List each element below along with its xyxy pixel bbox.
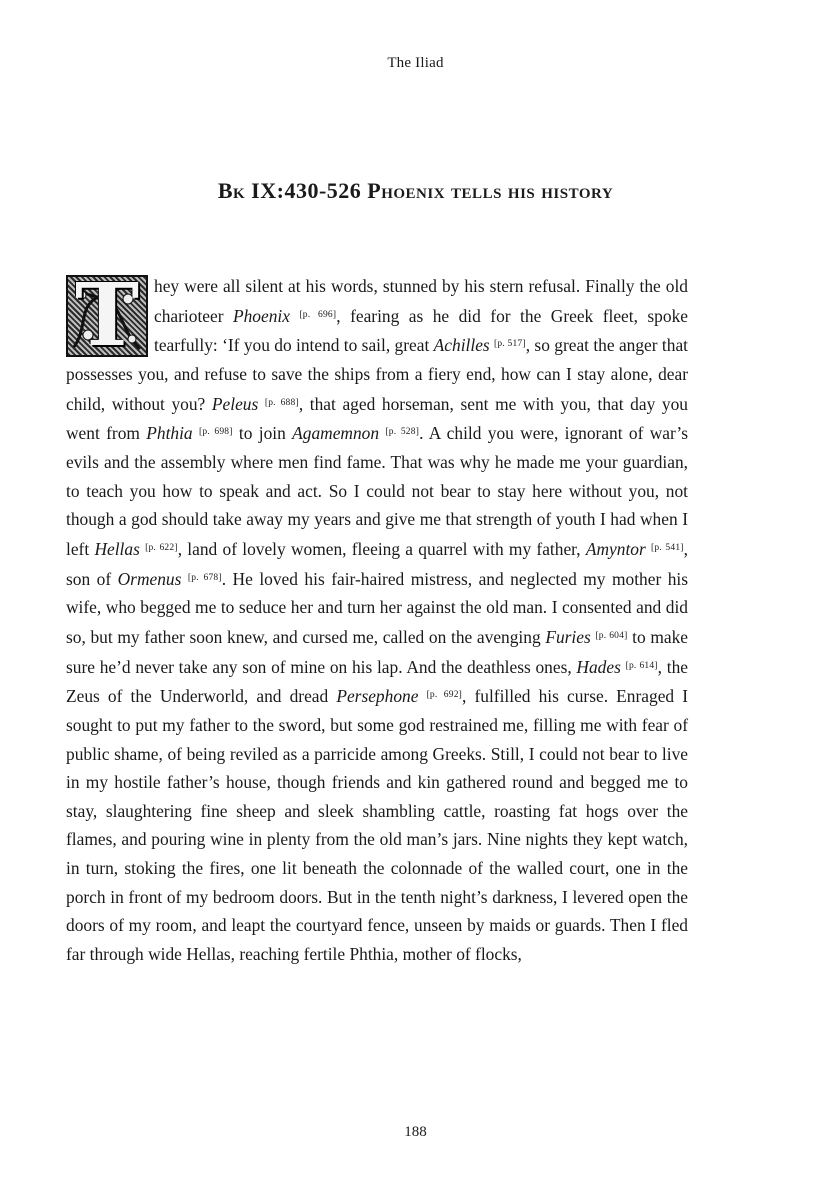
name-amyntor: Amyntor — [585, 538, 646, 559]
name-hellas: Hellas — [94, 538, 140, 559]
text-run: , son of — [66, 538, 688, 589]
page-ref-link[interactable]: [p. 688] — [264, 397, 299, 408]
page-number: 188 — [404, 1124, 427, 1140]
drop-cap-letter: T — [75, 275, 139, 357]
name-furies: Furies — [545, 626, 591, 647]
page-ref-link[interactable]: [p. 604] — [595, 630, 628, 641]
text-run: , so great the anger that possesses you, and refuse to save the ships from a fiery end, how can I stay alone, dear child, without you? — [66, 335, 688, 414]
running-head: The Iliad — [387, 55, 444, 71]
name-phoenix: Phoenix — [232, 305, 290, 326]
page-ref-link[interactable]: [p. 692] — [426, 690, 463, 701]
name-persephone: Persephone — [336, 686, 419, 707]
text-run: , that aged horseman, sent me with you, that day you went from — [66, 393, 688, 444]
name-hades: Hades — [576, 656, 621, 677]
name-phthia: Phthia — [146, 423, 193, 444]
page-ref-link[interactable]: [p. 622] — [145, 542, 178, 553]
page-ref-link[interactable]: [p. 696] — [299, 309, 337, 320]
chapter-title: Bk IX:430-526 Phoenix tells his history — [217, 178, 614, 203]
page-ref-link[interactable]: [p. 698] — [198, 427, 233, 438]
ornate-drop-cap-icon — [66, 275, 148, 357]
text-run: , the Zeus of the Underworld, and dread — [66, 656, 688, 707]
text-run: . He loved his fair-haired mistress, and neglected my mother his wife, who begged me to seduce her and turn her against the old man. I consented and did so, but my father soon knew, and cursed me, called on the avenging — [66, 568, 689, 647]
text-run: , land of lovely women, fleeing a quarrel with my father, — [177, 538, 586, 559]
page-ref-link[interactable]: [p. 614] — [625, 660, 658, 671]
text-run: , fearing as he did for the Greek fleet, spoke tearfully: ‘If you do intend to sail, great — [154, 305, 688, 356]
page-ref-link[interactable]: [p. 678] — [187, 572, 222, 583]
name-peleus: Peleus — [211, 393, 259, 414]
body-text — [66, 272, 688, 969]
text-run: . A child you were, ignorant of war’s evils and the assembly where men find fame. That was why he made me your guardian, to teach you how to speak and act. So I could not bear to stay here without you, not though a god should take away my years and give me that strength of youth I had when I left — [66, 423, 689, 559]
paragraph — [66, 272, 688, 969]
page-ref-link[interactable]: [p. 528] — [385, 427, 420, 438]
name-achilles: Achilles — [433, 335, 490, 356]
text-run: to join — [232, 423, 293, 444]
page-ref-link[interactable]: [p. 517] — [494, 339, 526, 350]
text-run: , fulfilled his curse. Enraged I sought to put my father to the sword, but some god restrained me, filling me with fear of public shame, of being reviled as a parricide among Greeks. Still, I could not bear to live in my hostile father’s house, though friends and kin gathered round and begged me to stay, slaughtering fine sheep and sleek shambling cattle, roasting fat hogs over the flames, and pouring wine in plenty from the old man’s jars. Nine nights they kept watch, in turn, stoking the fires, one lit beneath the colonnade of the walled court, one in the porch in front of my bedroom doors. But in the tenth night’s darkness, I levered open the doors of my room, and leapt the courtyard fence, unseen by maids or guards. Then I fled far through wide Hellas, reaching fertile Phthia, mother of flocks, — [66, 686, 689, 965]
text-run: hey were all silent at his words, stunned by his stern refusal. Finally the old charioteer — [154, 276, 688, 326]
text-run: to make sure he’d never take any son of mine on his lap. And the deathless ones, — [66, 626, 688, 677]
name-ormenus: Ormenus — [117, 568, 182, 589]
name-agamemnon: Agamemnon — [292, 423, 380, 444]
page-ref-link[interactable]: [p. 541] — [651, 542, 684, 553]
